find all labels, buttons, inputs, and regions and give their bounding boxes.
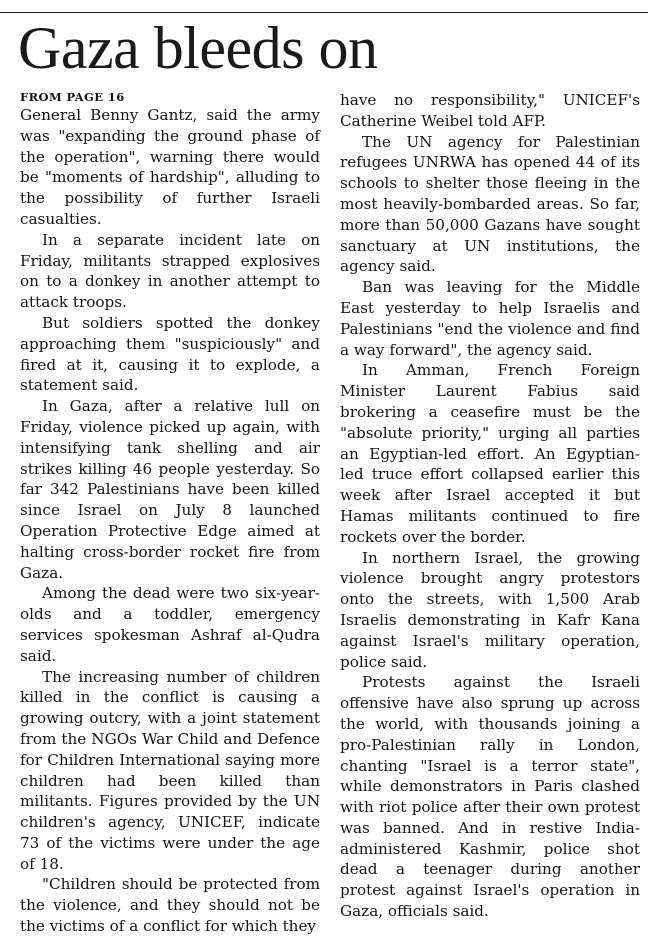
paragraph: But soldiers spotted the donkey approaching them "suspiciously" and fired at it, causing it to explode, a statement said. bbox=[20, 313, 320, 395]
paragraph: Protests against the Israeli offensive have also sprung up across the world, with thousands joining a pro-Palestinian rally in London, chanting "Israel is a terror state", while demonstrators in Paris clashed with riot police after their own protest was banned. And in restive India-administered Kashmir, police shot dead a teenager during another protest against Israel's operation in Gaza, officials said. bbox=[340, 673, 640, 921]
headline: Gaza bleeds on bbox=[18, 15, 378, 81]
top-strip bbox=[0, 0, 648, 11]
paragraph: In Amman, French Foreign Minister Laurent Fabius said brokering a ceasefire must be the "absolute priority," urging all parties an Egyptian-led effort. An Egyptian-led truce effort collapsed earlier this week after Israel accepted it but Hamas militants continued to fire rockets over the border. bbox=[340, 361, 640, 546]
left-column bbox=[20, 90, 320, 937]
right-column bbox=[340, 90, 640, 922]
kicker: FROM PAGE 16 bbox=[20, 90, 125, 104]
paragraph: Ban was leaving for the Middle East yesterday to help Israelis and Palestinians "end the violence and find a way forward", the agency said. bbox=[340, 278, 640, 359]
paragraph: In northern Israel, the growing violence brought angry protestors onto the streets, with 1,500 Arab Israelis demonstrating in Kafr Kana against Israel's military operation, police said. bbox=[340, 548, 640, 671]
paragraph: Among the dead were two six-year-olds and a toddler, emergency services spokesman Ashraf al-Qudra said. bbox=[20, 584, 320, 665]
paragraph-continuation: have no responsibility," UNICEF's Catherine Weibel told AFP. bbox=[340, 91, 640, 130]
paragraph: "Children should be protected from the violence, and they should not be the victims of a conflict for which they bbox=[20, 875, 320, 936]
top-rule bbox=[0, 12, 648, 13]
paragraph: In Gaza, after a relative lull on Friday, violence picked up again, with intensifying tank shelling and air strikes killing 46 people yesterday. So far 342 Palestinians have been killed since Israel on July 8 launched Operation Protective Edge aimed at halting cross-border rocket fire from Gaza. bbox=[20, 397, 320, 582]
paragraph: The increasing number of children killed in the conflict is causing a growing outcry, with a joint statement from the NGOs War Child and Defence for Children International saying more children had been killed than militants. Figures provided by the UN children's agency, UNICEF, indicate 73 of the victims were under the age of 18. bbox=[20, 667, 320, 873]
paragraph: The UN agency for Palestinian refugees UNRWA has opened 44 of its schools to shelter those fleeing in the most heavily-bombarded areas. So far, more than 50,000 Gazans have sought sanctuary at UN institutions, the agency said. bbox=[340, 132, 640, 276]
paragraph: General Benny Gantz, said the army was "expanding the ground phase of the operation", warning there would be "moments of hardship", alluding to the possibility of further Israeli casualties. bbox=[20, 106, 320, 228]
paragraph: In a separate incident late on Friday, militants strapped explosives on to a donkey in another attempt to attack troops. bbox=[20, 230, 320, 312]
